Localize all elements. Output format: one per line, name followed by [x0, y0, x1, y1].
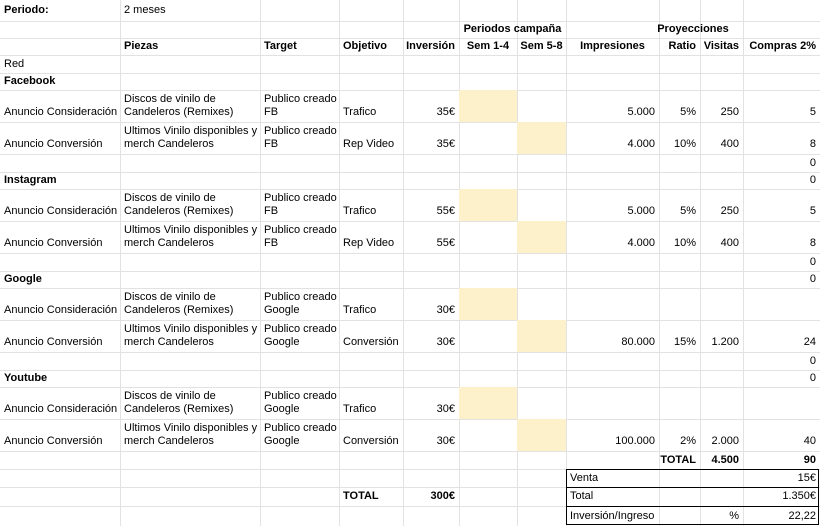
group-proyecciones[interactable]: [566, 21, 820, 38]
venta-label-text: Venta: [570, 472, 599, 484]
target-cell-text: Google: [264, 403, 300, 415]
pieza-cell-text: merch Candeleros: [124, 138, 214, 150]
blank-row-compras-text: 0: [809, 256, 816, 268]
ratio-cell[interactable]: [659, 90, 700, 122]
impresiones-cell[interactable]: [566, 122, 659, 154]
ratio-cell[interactable]: [659, 221, 700, 253]
inversion-cell-text: 30€: [436, 403, 455, 415]
target-cell-text: Publico creado: [264, 323, 337, 335]
ratio-cell[interactable]: [659, 122, 700, 154]
objetivo-cell-text: Trafico: [343, 403, 377, 415]
section-compras[interactable]: [743, 271, 820, 288]
inversion-cell-text: 35€: [436, 138, 455, 150]
section-header[interactable]: [0, 73, 120, 90]
compras-cell-text: 8: [809, 138, 816, 150]
pieza-cell-text: merch Candeleros: [124, 237, 214, 249]
visitas-cell-text: 250: [720, 106, 739, 118]
inversion-ingreso-value-text: 22,22: [788, 510, 816, 522]
impresiones-cell-text: 80.000: [621, 336, 655, 348]
group-periodos-campana[interactable]: [459, 21, 566, 38]
venta-value[interactable]: [743, 469, 820, 487]
target-cell[interactable]: [260, 189, 339, 221]
compras-cell[interactable]: [743, 90, 820, 122]
target-cell-text: Publico creado: [264, 224, 337, 236]
target-cell[interactable]: [260, 90, 339, 122]
section-header[interactable]: [0, 271, 120, 288]
objetivo-cell[interactable]: [339, 221, 403, 253]
sem-1-4-cell[interactable]: [459, 387, 517, 419]
sem-5-8-cell[interactable]: [517, 288, 566, 320]
header-visitas[interactable]: [700, 38, 743, 55]
pieza-cell[interactable]: [120, 387, 260, 419]
inversion-cell[interactable]: [403, 419, 459, 451]
impresiones-cell-text: 4.000: [627, 237, 655, 249]
impresiones-cell[interactable]: [566, 90, 659, 122]
header-compras-text: Compras 2%: [749, 40, 816, 52]
header-target-text: Target: [264, 40, 297, 52]
target-cell-text: FB: [264, 138, 279, 150]
summary-border: [818, 469, 819, 525]
sem-1-4-cell[interactable]: [459, 288, 517, 320]
anuncio-cell[interactable]: [0, 320, 120, 352]
anuncio-cell[interactable]: [0, 419, 120, 451]
ratio-cell[interactable]: [659, 189, 700, 221]
blank-row-compras[interactable]: [743, 352, 820, 370]
objetivo-cell-text: Trafico: [343, 106, 377, 118]
inversion-total-value[interactable]: [403, 487, 459, 506]
anuncio-cell-text: Anuncio Conversión: [4, 336, 103, 348]
total-visitas[interactable]: [700, 451, 743, 469]
compras-cell-text: 5: [809, 205, 816, 217]
gridline: [0, 253, 820, 254]
inversion-cell-text: 35€: [436, 106, 455, 118]
section-compras-text: 0: [809, 174, 816, 186]
section-compras[interactable]: [743, 172, 820, 189]
section-compras-text: 0: [809, 273, 816, 285]
target-cell-text: Publico creado: [264, 125, 337, 137]
visitas-cell-text: 400: [720, 138, 739, 150]
gridline: [0, 271, 820, 272]
pieza-cell[interactable]: [120, 288, 260, 320]
sem-5-8-cell[interactable]: [517, 122, 566, 154]
compras-cell[interactable]: [743, 419, 820, 451]
section-compras-text: 0: [809, 372, 816, 384]
objetivo-cell[interactable]: [339, 122, 403, 154]
anuncio-cell-text: Anuncio Conversión: [4, 435, 103, 447]
target-cell-text: FB: [264, 106, 279, 118]
pieza-cell[interactable]: [120, 320, 260, 352]
inversion-total-value-text: 300€: [430, 490, 455, 502]
compras-cell-text: 40: [803, 435, 816, 447]
inversion-cell[interactable]: [403, 221, 459, 253]
target-cell-text: Publico creado: [264, 192, 337, 204]
inversion-ingreso-label[interactable]: [566, 506, 700, 526]
target-cell[interactable]: [260, 320, 339, 352]
target-cell-text: FB: [264, 205, 279, 217]
header-inversion[interactable]: [403, 38, 459, 55]
impresiones-cell-text: 5.000: [627, 205, 655, 217]
pieza-cell-text: Ultimos Vinilo disponibles y: [124, 125, 258, 137]
visitas-cell-text: 250: [720, 205, 739, 217]
inversion-cell-text: 30€: [436, 336, 455, 348]
pieza-cell-text: merch Candeleros: [124, 435, 214, 447]
inversion-cell-text: 30€: [436, 304, 455, 316]
total-compras-text: 90: [803, 454, 816, 466]
header-inversion-text: Inversión: [406, 40, 455, 52]
gridline: [0, 370, 820, 371]
objetivo-cell-text: Conversión: [343, 336, 399, 348]
header-impresiones-text: Impresiones: [580, 40, 645, 52]
objetivo-cell[interactable]: [339, 419, 403, 451]
pieza-cell-text: Candeleros (Remixes): [124, 403, 234, 415]
visitas-cell-text: 2.000: [711, 435, 739, 447]
objetivo-cell[interactable]: [339, 320, 403, 352]
impresiones-cell-text: 4.000: [627, 138, 655, 150]
summary-total-value[interactable]: [743, 487, 820, 506]
red-label-text: Red: [4, 58, 25, 70]
section-header-text: Youtube: [4, 372, 48, 384]
objetivo-cell[interactable]: [339, 90, 403, 122]
anuncio-cell[interactable]: [0, 288, 120, 320]
target-cell[interactable]: [260, 122, 339, 154]
inversion-cell[interactable]: [403, 122, 459, 154]
header-objetivo-text: Objetivo: [343, 40, 388, 52]
impresiones-cell-text: 100.000: [615, 435, 655, 447]
inversion-cell[interactable]: [403, 288, 459, 320]
pieza-cell-text: Candeleros (Remixes): [124, 106, 234, 118]
inversion-total-label[interactable]: [339, 487, 403, 506]
target-cell-text: Google: [264, 435, 300, 447]
compras-cell-text: 8: [809, 237, 816, 249]
projection-total-label-text: TOTAL: [660, 454, 696, 466]
anuncio-cell[interactable]: [0, 122, 120, 154]
header-impresiones[interactable]: [566, 38, 659, 55]
ratio-cell-text: 15%: [673, 336, 696, 348]
period-label[interactable]: [0, 0, 120, 21]
pieza-cell-text: Ultimos Vinilo disponibles y: [124, 422, 258, 434]
pieza-cell[interactable]: [120, 122, 260, 154]
group-periodos-campana-text: Periodos campaña: [463, 23, 562, 35]
blank-row-compras-text: 0: [809, 355, 816, 367]
period-value-text: 2 meses: [124, 4, 166, 16]
sem-5-8-cell[interactable]: [517, 221, 566, 253]
venta-label[interactable]: [566, 469, 700, 487]
pieza-cell-text: Candeleros (Remixes): [124, 304, 234, 316]
sem-1-4-cell[interactable]: [459, 189, 517, 221]
sem-1-4-cell[interactable]: [459, 320, 517, 352]
visitas-cell[interactable]: [700, 419, 743, 451]
inversion-cell-text: 30€: [436, 435, 455, 447]
sem-1-4-cell[interactable]: [459, 221, 517, 253]
impresiones-cell[interactable]: [566, 221, 659, 253]
header-target[interactable]: [260, 38, 339, 55]
header-sem-1-4[interactable]: [459, 38, 517, 55]
target-cell[interactable]: [260, 419, 339, 451]
gridline: [0, 73, 820, 74]
section-compras[interactable]: [743, 370, 820, 387]
ratio-cell[interactable]: [659, 419, 700, 451]
target-cell[interactable]: [260, 387, 339, 419]
pieza-cell-text: Discos de vinilo de: [124, 291, 216, 303]
compras-cell[interactable]: [743, 189, 820, 221]
sem-1-4-cell[interactable]: [459, 419, 517, 451]
sem-5-8-cell[interactable]: [517, 320, 566, 352]
impresiones-cell[interactable]: [566, 320, 659, 352]
period-label-text: Periodo:: [4, 4, 49, 16]
impresiones-cell[interactable]: [566, 419, 659, 451]
anuncio-cell-text: Anuncio Consideración: [4, 304, 118, 316]
anuncio-cell-text: Anuncio Consideración: [4, 205, 118, 217]
target-cell-text: Publico creado: [264, 93, 337, 105]
section-header[interactable]: [0, 172, 120, 189]
pieza-cell-text: Ultimos Vinilo disponibles y: [124, 323, 258, 335]
anuncio-cell-text: Anuncio Conversión: [4, 138, 103, 150]
section-header-text: Instagram: [4, 174, 57, 186]
blank-row-compras[interactable]: [743, 154, 820, 172]
visitas-cell[interactable]: [700, 320, 743, 352]
visitas-cell-text: 400: [720, 237, 739, 249]
sem-5-8-cell[interactable]: [517, 189, 566, 221]
header-sem-5-8-text: Sem 5-8: [520, 40, 563, 52]
group-proyecciones-text: Proyecciones: [657, 23, 729, 35]
inversion-cell[interactable]: [403, 320, 459, 352]
objetivo-cell[interactable]: [339, 189, 403, 221]
inversion-total-label-text: TOTAL: [343, 490, 379, 502]
total-compras[interactable]: [743, 451, 820, 469]
summary-border: [566, 506, 819, 507]
venta-value-text: 15€: [797, 472, 816, 484]
inversion-cell[interactable]: [403, 189, 459, 221]
target-cell-text: FB: [264, 237, 279, 249]
anuncio-cell-text: Anuncio Consideración: [4, 106, 118, 118]
summary-border: [566, 469, 567, 525]
ratio-cell-text: 5%: [680, 106, 696, 118]
summary-total-value-text: 1.350€: [782, 490, 816, 502]
inversion-cell[interactable]: [403, 387, 459, 419]
compras-cell[interactable]: [743, 320, 820, 352]
ratio-cell-text: 10%: [673, 237, 696, 249]
pieza-cell-text: Discos de vinilo de: [124, 192, 216, 204]
sem-1-4-cell[interactable]: [459, 122, 517, 154]
objetivo-cell-text: Trafico: [343, 304, 377, 316]
target-cell[interactable]: [260, 288, 339, 320]
section-header-text: Facebook: [4, 75, 56, 87]
pieza-cell[interactable]: [120, 90, 260, 122]
visitas-cell[interactable]: [700, 122, 743, 154]
summary-total-label[interactable]: [566, 487, 700, 506]
pieza-cell-text: Discos de vinilo de: [124, 390, 216, 402]
summary-border: [566, 487, 819, 488]
anuncio-cell[interactable]: [0, 387, 120, 419]
pieza-cell-text: Ultimos Vinilo disponibles y: [124, 224, 258, 236]
inversion-cell-text: 55€: [436, 237, 455, 249]
header-ratio-text: Ratio: [668, 40, 696, 52]
impresiones-cell-text: 5.000: [627, 106, 655, 118]
period-value[interactable]: [120, 0, 260, 21]
inversion-cell-text: 55€: [436, 205, 455, 217]
summary-border: [566, 469, 819, 470]
pieza-cell[interactable]: [120, 189, 260, 221]
compras-cell[interactable]: [743, 221, 820, 253]
sem-5-8-cell[interactable]: [517, 90, 566, 122]
visitas-cell[interactable]: [700, 189, 743, 221]
header-visitas-text: Visitas: [703, 40, 739, 52]
summary-total-label-text: Total: [570, 490, 594, 502]
target-cell-text: Google: [264, 304, 300, 316]
section-header[interactable]: [0, 370, 120, 387]
compras-cell-text: 5: [809, 106, 816, 118]
compras-cell[interactable]: [743, 122, 820, 154]
objetivo-cell[interactable]: [339, 387, 403, 419]
gridline: [0, 154, 820, 155]
objetivo-cell-text: Rep Video: [343, 237, 395, 249]
sem-5-8-cell[interactable]: [517, 419, 566, 451]
blank-row-compras-text: 0: [809, 157, 816, 169]
header-sem-1-4-text: Sem 1-4: [466, 40, 510, 52]
visitas-cell-text: 1.200: [711, 336, 739, 348]
header-ratio[interactable]: [659, 38, 700, 55]
sem-1-4-cell[interactable]: [459, 90, 517, 122]
anuncio-cell-text: Anuncio Consideración: [4, 403, 118, 415]
anuncio-cell[interactable]: [0, 90, 120, 122]
anuncio-cell[interactable]: [0, 221, 120, 253]
objetivo-cell-text: Rep Video: [343, 138, 395, 150]
ratio-cell-text: 10%: [673, 138, 696, 150]
pieza-cell[interactable]: [120, 419, 260, 451]
anuncio-cell-text: Anuncio Conversión: [4, 237, 103, 249]
target-cell-text: Google: [264, 336, 300, 348]
pieza-cell-text: Discos de vinilo de: [124, 93, 216, 105]
section-header-text: Google: [4, 273, 42, 285]
visitas-cell[interactable]: [700, 221, 743, 253]
header-objetivo[interactable]: [339, 38, 403, 55]
ratio-cell-text: 2%: [680, 435, 696, 447]
gridline: [0, 172, 820, 173]
header-piezas[interactable]: [120, 38, 260, 55]
projection-total-label[interactable]: [659, 451, 700, 469]
inversion-ingreso-unit[interactable]: [700, 506, 743, 526]
objetivo-cell-text: Conversión: [343, 435, 399, 447]
target-cell-text: Publico creado: [264, 390, 337, 402]
gridline: [0, 352, 820, 353]
blank-row-compras[interactable]: [743, 253, 820, 271]
target-cell-text: Publico creado: [264, 291, 337, 303]
objetivo-cell-text: Trafico: [343, 205, 377, 217]
header-compras[interactable]: [743, 38, 820, 55]
target-cell-text: Publico creado: [264, 422, 337, 434]
objetivo-cell[interactable]: [339, 288, 403, 320]
total-visitas-text: 4.500: [711, 454, 739, 466]
inversion-cell[interactable]: [403, 90, 459, 122]
summary-border: [566, 524, 819, 525]
pieza-cell[interactable]: [120, 221, 260, 253]
inversion-ingreso-value[interactable]: [743, 506, 820, 526]
sem-5-8-cell[interactable]: [517, 387, 566, 419]
gridline: [0, 55, 820, 56]
target-cell[interactable]: [260, 221, 339, 253]
red-label[interactable]: [0, 55, 120, 73]
pieza-cell-text: merch Candeleros: [124, 336, 214, 348]
inversion-ingreso-unit-text: %: [729, 510, 739, 522]
ratio-cell[interactable]: [659, 320, 700, 352]
pieza-cell-text: Candeleros (Remixes): [124, 205, 234, 217]
impresiones-cell[interactable]: [566, 189, 659, 221]
ratio-cell-text: 5%: [680, 205, 696, 217]
header-sem-5-8[interactable]: [517, 38, 566, 55]
header-piezas-text: Piezas: [124, 40, 159, 52]
compras-cell-text: 24: [803, 336, 816, 348]
anuncio-cell[interactable]: [0, 189, 120, 221]
inversion-ingreso-label-text: Inversión/Ingreso: [570, 510, 655, 522]
visitas-cell[interactable]: [700, 90, 743, 122]
